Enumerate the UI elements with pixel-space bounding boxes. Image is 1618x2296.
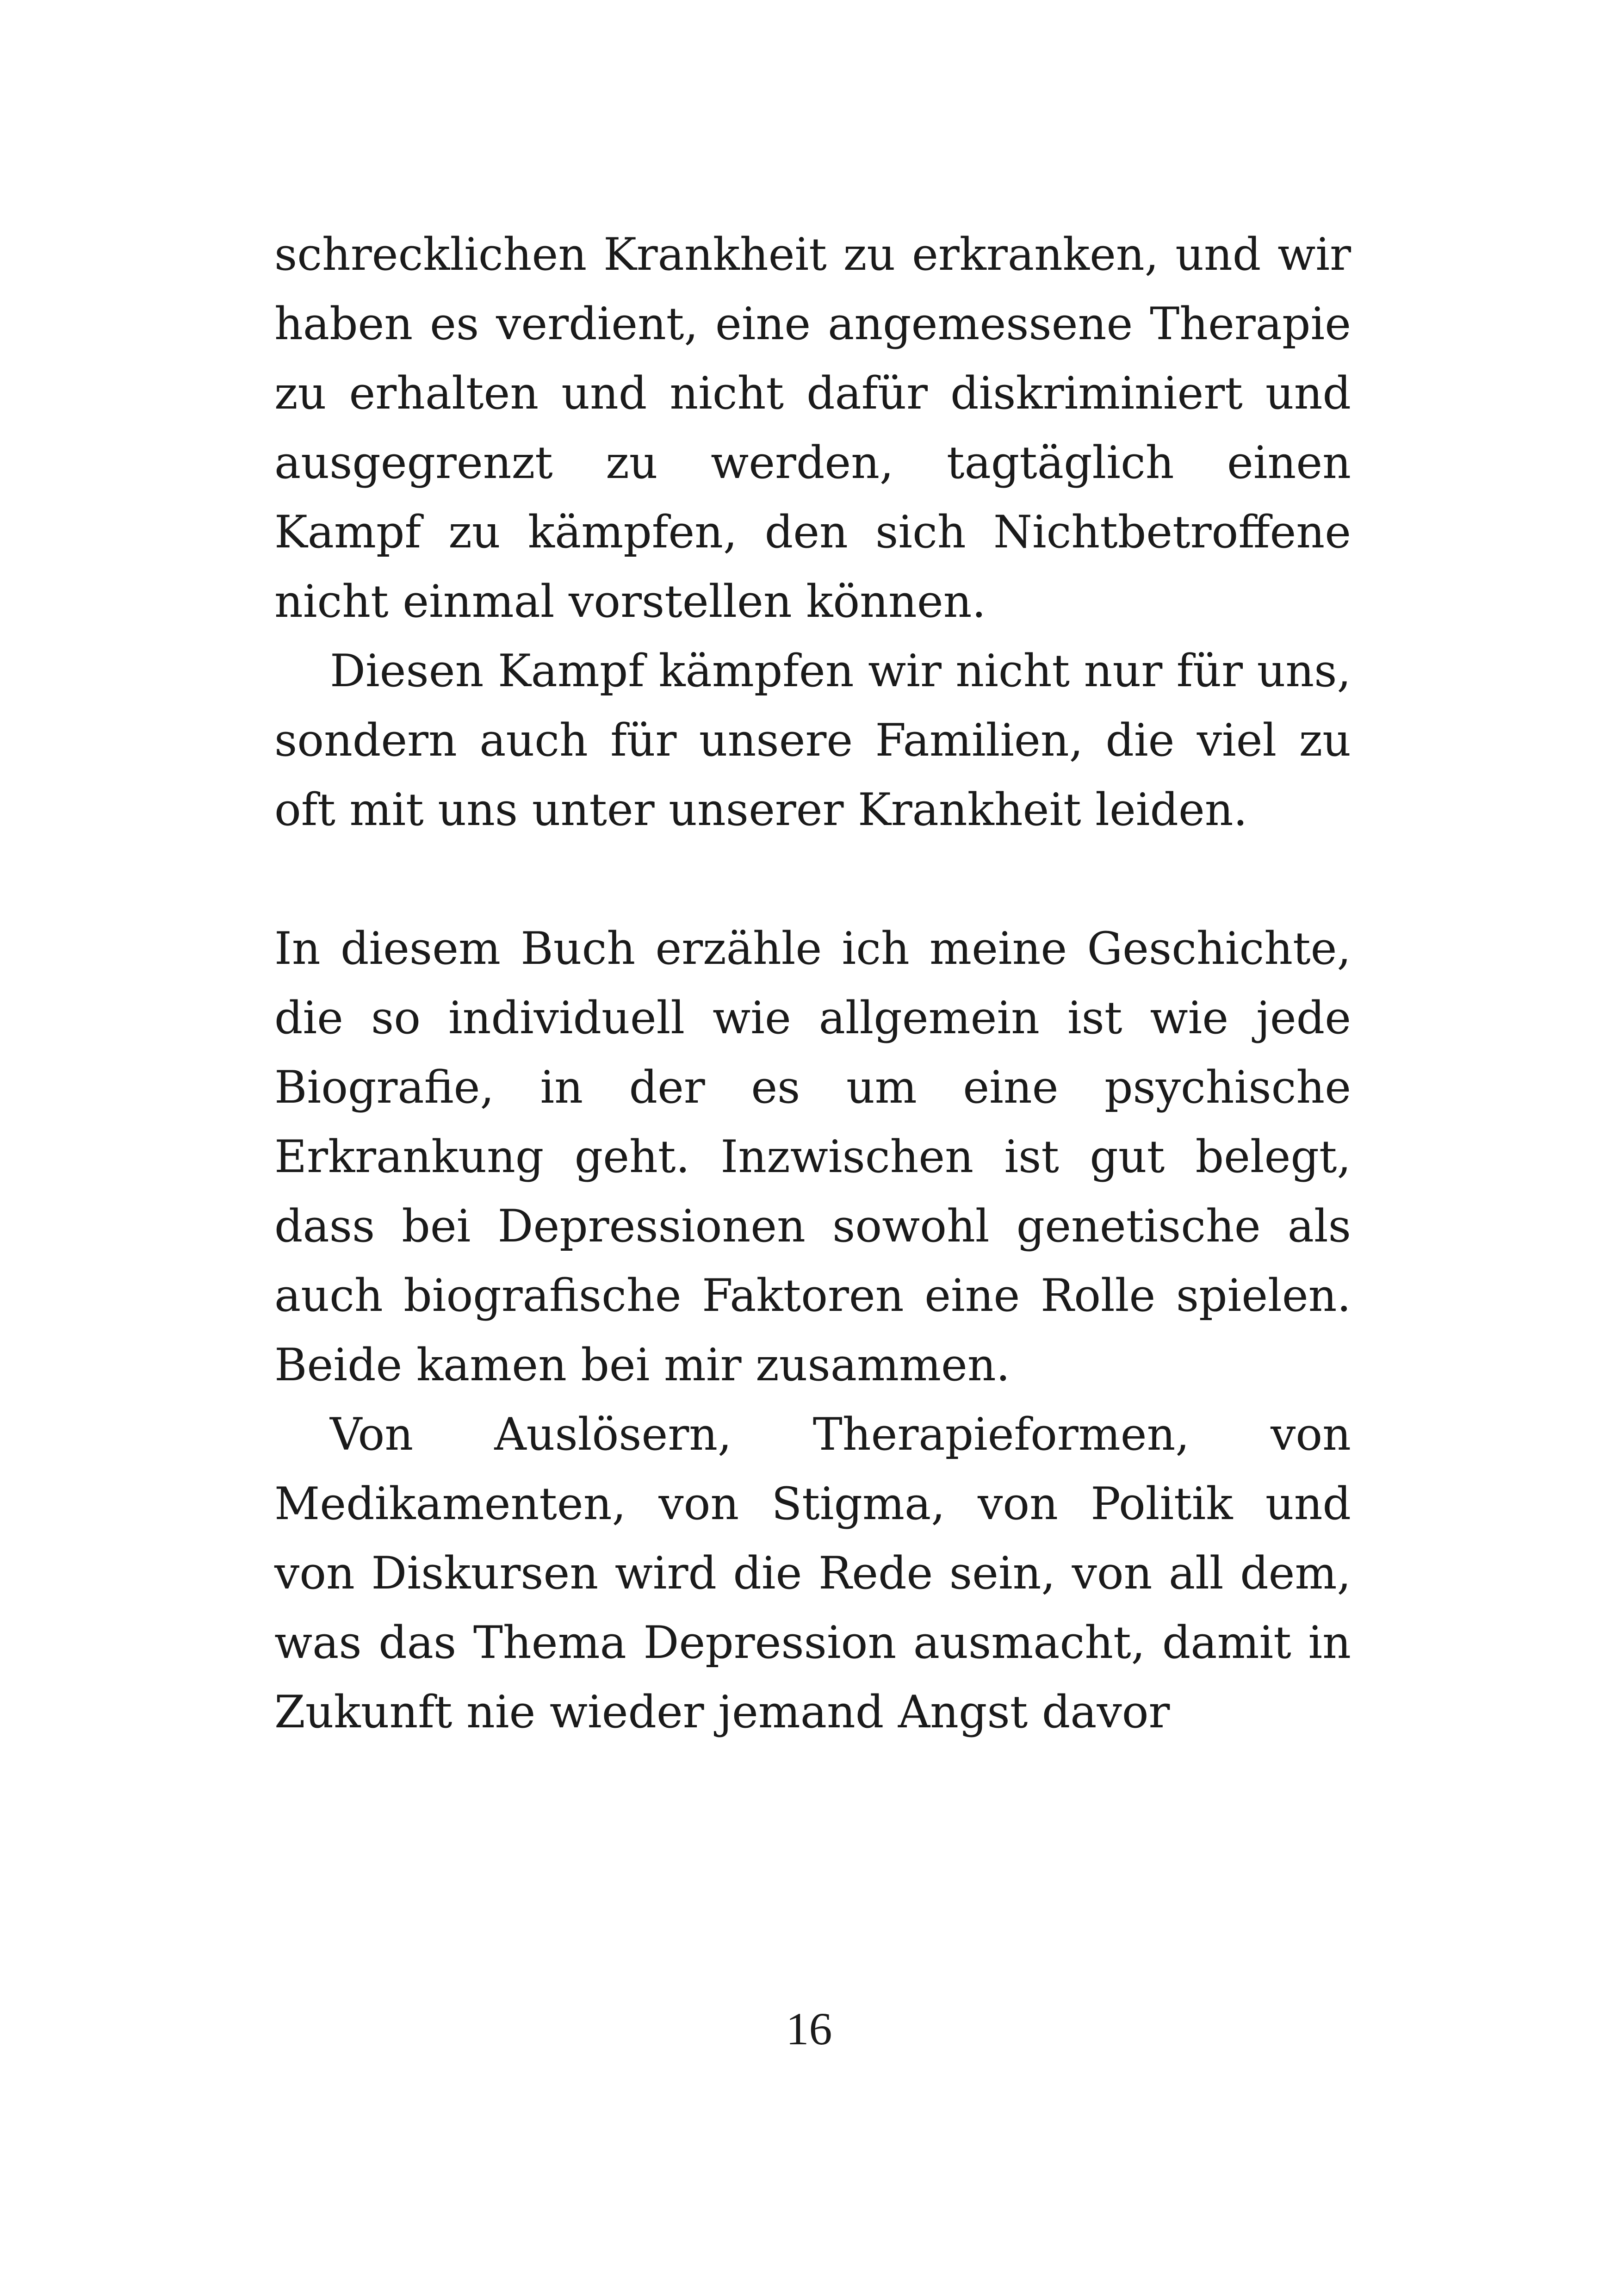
paragraph-2: Diesen Kampf kämpfen wir nicht nur für uns, sondern auch für unsere Familien, die viel zu oft mit uns unter unserer Krankheit leiden. — [274, 645, 1351, 836]
paragraph-4: Von Auslösern, Therapieformen, von Medikamenten, von Stigma, von Politik und von Diskursen wird die Rede sein, von all dem, was das Thema Depression ausmacht, damit in Zukunft nie wieder jemand Angst davor — [274, 1409, 1351, 1738]
paragraph-3: In diesem Buch erzähle ich meine Geschichte, die so individuell wie allgemein ist wie jede Biografie, in der es um eine psychische Erkrankung geht. Inzwischen ist gut belegt, dass bei Depressionen sowohl genetische als auch biografische Faktoren eine Rolle spielen. Beide kamen bei mir zusammen. — [274, 923, 1351, 1391]
body-text — [274, 220, 1351, 1747]
paragraph-1: schrecklichen Krankheit zu erkranken, und wir haben es verdient, eine angemessene Therapie zu erhalten und nicht dafür diskriminiert und ausgegrenzt zu werden, tagtäglich einen Kampf zu kämpfen, den sich Nichtbetroffene nicht einmal vorstellen können. — [274, 229, 1351, 627]
page-number: 16 — [786, 2003, 832, 2054]
